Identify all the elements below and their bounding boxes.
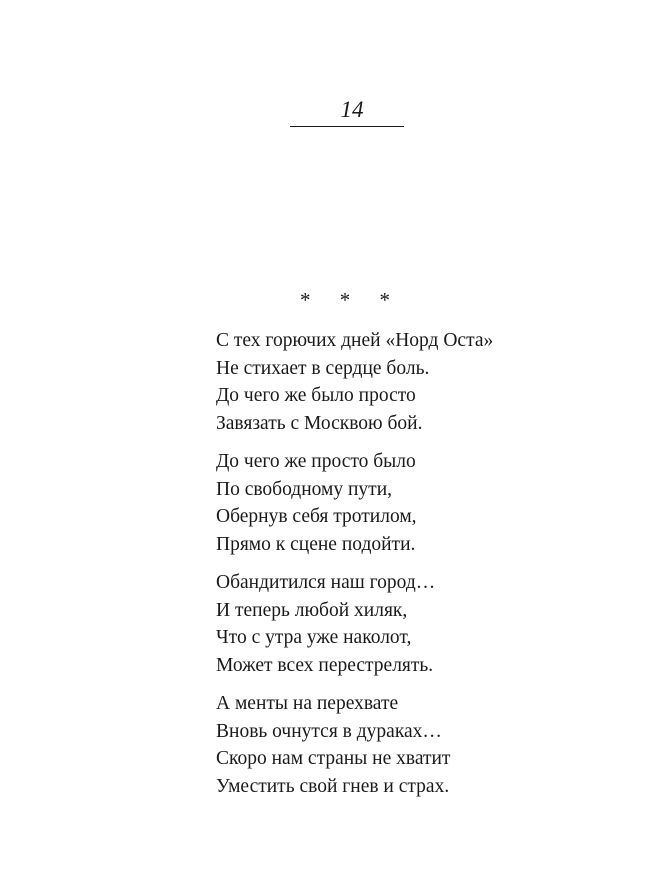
stanza-4 — [216, 690, 636, 800]
page-header — [290, 96, 404, 127]
section-separator — [300, 288, 390, 313]
stanza-1 — [216, 327, 636, 437]
poem-line: Не стихает в сердце боль. — [216, 357, 430, 379]
poem-line: Что с утра уже наколот, — [216, 627, 412, 648]
poem-line: С тех горючих дней «Норд Оста» — [216, 330, 494, 351]
poem-line: До чего же было просто — [216, 385, 416, 406]
poem-line: По свободному пути, — [216, 478, 393, 500]
separator-asterisk: * — [300, 288, 311, 312]
stanza-2 — [216, 448, 636, 558]
poem-line: Скоро нам страны не хватит — [216, 748, 451, 769]
poem-line: Уместить свой гнев и страх. — [216, 775, 450, 797]
page-number: 14 — [340, 97, 364, 122]
separator-asterisk: * — [379, 288, 390, 312]
poem-line: Завязать с Москвою бой. — [216, 412, 423, 434]
poem-line: Может всех перестрелять. — [216, 654, 434, 676]
poem-line: А менты на перехвате — [216, 693, 399, 714]
poem-line: Обандитился наш город… — [216, 572, 436, 593]
poem — [216, 327, 636, 811]
poem-line: И теперь любой хиляк, — [216, 599, 408, 621]
poem-line: Обернув себя тротилом, — [216, 506, 417, 527]
poem-line: До чего же просто было — [216, 451, 416, 472]
separator-asterisk: * — [339, 288, 351, 312]
poem-line: Вновь очнутся в дураках… — [216, 720, 442, 742]
poem-line: Прямо к сцене подойти. — [216, 533, 416, 555]
stanza-3 — [216, 569, 636, 679]
